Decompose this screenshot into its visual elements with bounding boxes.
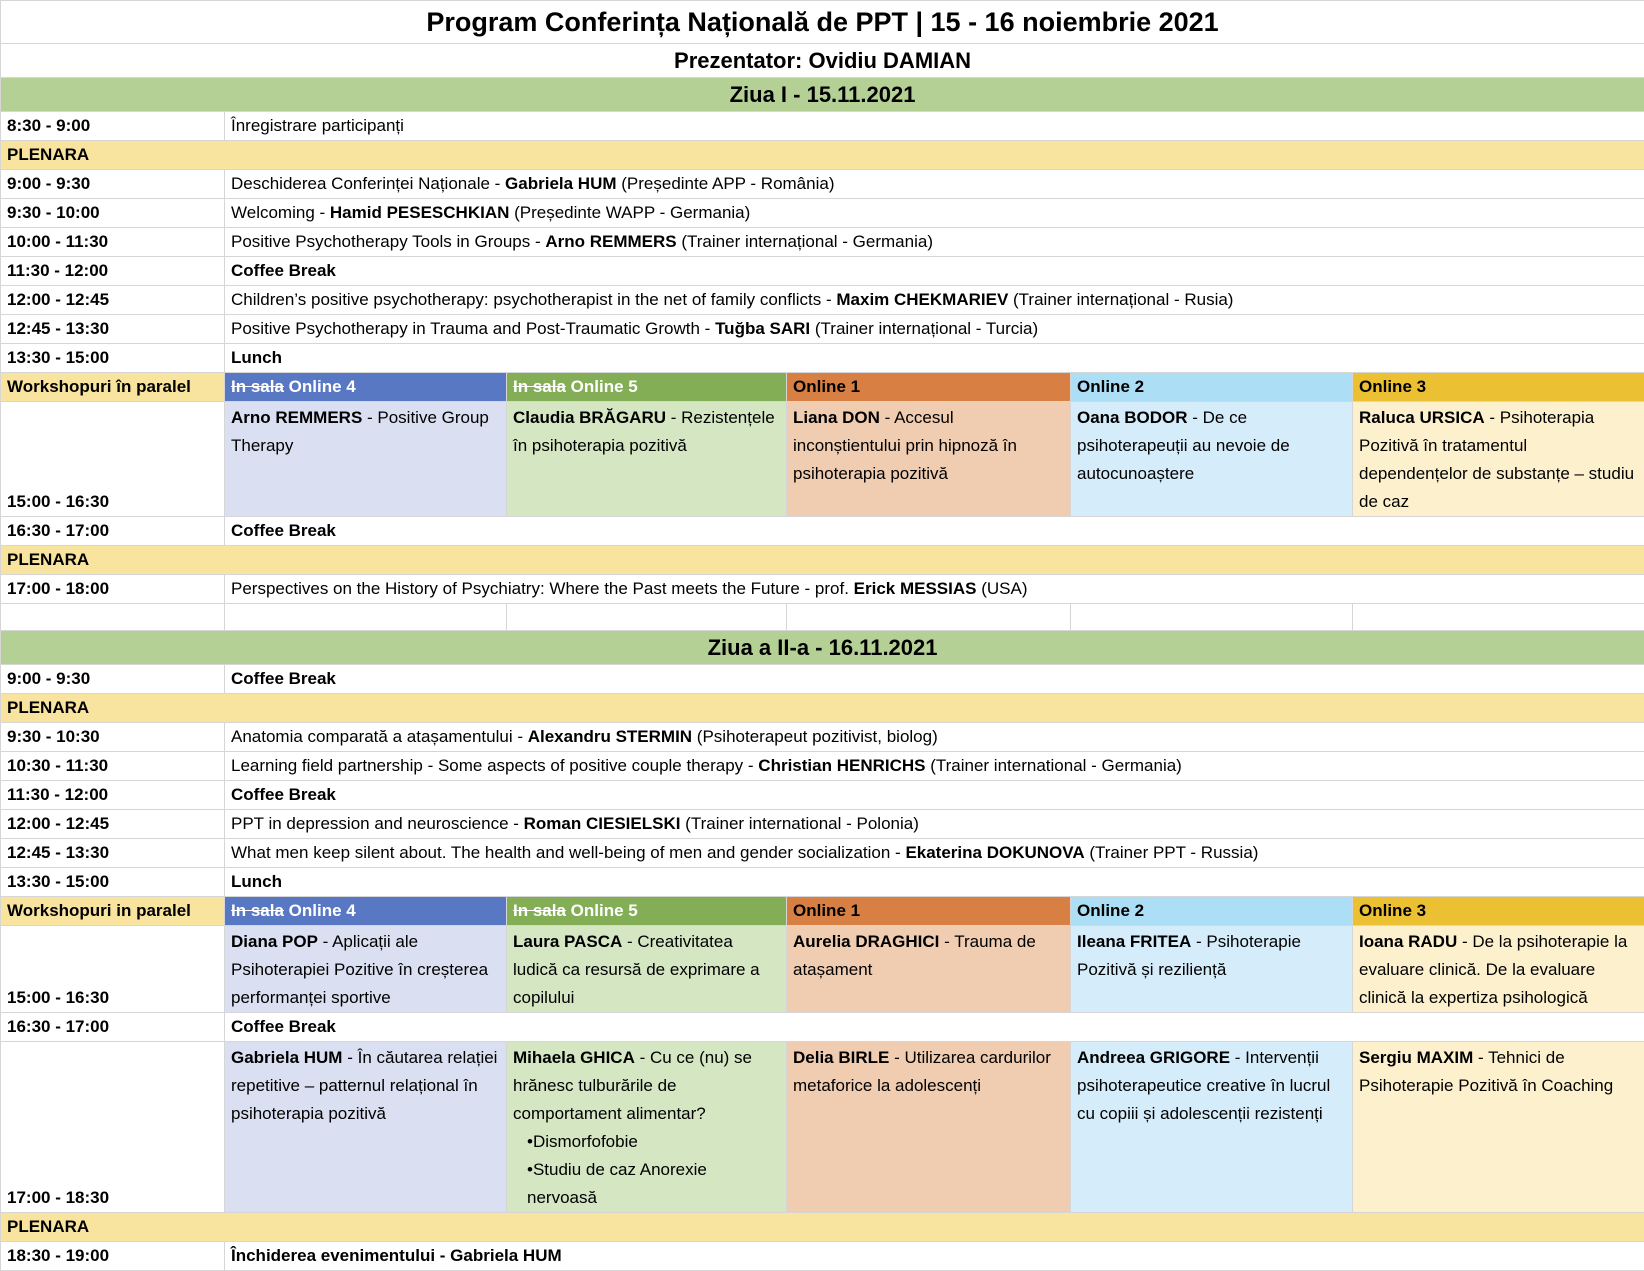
row-time: 18:30 - 19:00 xyxy=(1,1242,225,1271)
schedule-row xyxy=(1,1013,1644,1042)
presenter-line: Prezentator: Ovidiu DAMIAN xyxy=(1,44,1644,78)
room-online-5 xyxy=(507,897,787,926)
speaker-name: Arno REMMERS xyxy=(545,232,676,251)
room-old-label: In sala xyxy=(513,377,566,396)
workshop-topic: - Aplicații ale Psihoterapiei Pozitive în creșterea performanței sportive xyxy=(231,932,488,1007)
row-title: Anatomia comparată a atașamentului - xyxy=(231,727,528,746)
workshop-speaker: Oana BODOR xyxy=(1077,408,1188,427)
row-activity: Înregistrare participanți xyxy=(225,112,1644,141)
row-time: 12:00 - 12:45 xyxy=(1,286,225,315)
schedule-row xyxy=(1,257,1644,286)
row-activity xyxy=(225,723,1644,752)
workshop-speaker: Raluca URSICA xyxy=(1359,408,1485,427)
row-activity: Coffee Break xyxy=(225,257,1644,286)
plenara-label: PLENARA xyxy=(1,694,1644,723)
workshop-topic: - Tehnici de Psihoterapie Pozitivă în Coaching xyxy=(1359,1048,1613,1095)
workshop-cell xyxy=(225,926,507,1013)
row-time: 15:00 - 16:30 xyxy=(1,402,225,517)
workshop-topic: - Accesul inconștientului prin hipnoză în psihoterapia pozitivă xyxy=(793,408,1017,483)
schedule-row xyxy=(1,286,1644,315)
row-time: 13:30 - 15:00 xyxy=(1,344,225,373)
room-online-2: Online 2 xyxy=(1071,897,1353,926)
row-time: 11:30 - 12:00 xyxy=(1,781,225,810)
row-time: 17:00 - 18:30 xyxy=(1,1042,225,1213)
workshop-cell xyxy=(1353,1042,1644,1213)
workshop-bullets xyxy=(513,1128,780,1212)
row-activity: Lunch xyxy=(225,868,1644,897)
row-activity xyxy=(225,170,1644,199)
workshop-cell xyxy=(787,402,1071,517)
workshop-row xyxy=(1,402,1644,517)
workshop-cell xyxy=(225,402,507,517)
row-activity xyxy=(225,810,1644,839)
workshop-speaker: Delia BIRLE xyxy=(793,1048,889,1067)
workshop-topic: - În căutarea relației repetitive – patternul relațional în psihoterapia pozitivă xyxy=(231,1048,497,1123)
row-time: 12:45 - 13:30 xyxy=(1,315,225,344)
row-activity xyxy=(225,839,1644,868)
speaker-name: Tuğba SARI xyxy=(715,319,810,338)
speaker-name: Christian HENRICHS xyxy=(758,756,925,775)
workshop-topic: - De la psihoterapie la evaluare clinică. De la evaluare clinică la expertiza psihologică xyxy=(1359,932,1627,1007)
row-time: 9:00 - 9:30 xyxy=(1,170,225,199)
speaker-role: (Trainer internațional - Rusia) xyxy=(1008,290,1233,309)
blank-cell xyxy=(1071,604,1353,631)
row-activity: Lunch xyxy=(225,344,1644,373)
schedule-row xyxy=(1,575,1644,604)
schedule-row xyxy=(1,723,1644,752)
workshop-cell xyxy=(1071,402,1353,517)
workshop-speaker: Gabriela HUM xyxy=(231,1048,342,1067)
room-label: Online 4 xyxy=(284,901,356,920)
blank-cell xyxy=(1,604,225,631)
workshop-speaker: Liana DON xyxy=(793,408,880,427)
page-title: Program Conferința Națională de PPT | 15 - 16 noiembrie 2021 xyxy=(1,1,1644,44)
row-activity: Coffee Break xyxy=(225,665,1644,694)
speaker-role: (Președinte APP - România) xyxy=(617,174,835,193)
workshop-cell xyxy=(507,402,787,517)
speaker-role: (USA) xyxy=(976,579,1027,598)
row-time: 10:00 - 11:30 xyxy=(1,228,225,257)
room-label: Online 5 xyxy=(566,377,638,396)
day1-header: Ziua I - 15.11.2021 xyxy=(1,78,1644,112)
workshop-cell xyxy=(1071,1042,1353,1213)
row-time: 12:00 - 12:45 xyxy=(1,810,225,839)
row-activity xyxy=(225,286,1644,315)
schedule-row xyxy=(1,517,1644,546)
row-activity: Coffee Break xyxy=(225,781,1644,810)
blank-cell xyxy=(225,604,507,631)
room-label: Online 4 xyxy=(284,377,356,396)
row-time: 9:00 - 9:30 xyxy=(1,665,225,694)
workshop-cell xyxy=(225,1042,507,1213)
row-time: 15:00 - 16:30 xyxy=(1,926,225,1013)
plenara-label: PLENARA xyxy=(1,141,1644,170)
row-time: 17:00 - 18:00 xyxy=(1,575,225,604)
plenara-label: PLENARA xyxy=(1,546,1644,575)
row-title: Deschiderea Conferinței Naționale - xyxy=(231,174,505,193)
workshop-speaker: Ileana FRITEA xyxy=(1077,932,1191,951)
workshop-speaker: Aurelia DRAGHICI xyxy=(793,932,939,951)
schedule-row xyxy=(1,752,1644,781)
speaker-name: Hamid PESESCHKIAN xyxy=(330,203,509,222)
room-online-1: Online 1 xyxy=(787,373,1071,402)
schedule-row xyxy=(1,810,1644,839)
row-activity xyxy=(225,315,1644,344)
row-time: 9:30 - 10:00 xyxy=(1,199,225,228)
day2-header: Ziua a II-a - 16.11.2021 xyxy=(1,631,1644,665)
workshop-topic: - Positive Group Therapy xyxy=(231,408,489,455)
blank-cell xyxy=(1353,604,1644,631)
workshop-topic: - Psihoterapie Pozitivă și reziliență xyxy=(1077,932,1301,979)
row-time: 11:30 - 12:00 xyxy=(1,257,225,286)
blank-row xyxy=(1,604,1644,631)
workshop-speaker: Ioana RADU xyxy=(1359,932,1457,951)
speaker-name: Erick MESSIAS xyxy=(854,579,977,598)
speaker-role: (Psihoterapeut pozitivist, biolog) xyxy=(692,727,938,746)
blank-cell xyxy=(787,604,1071,631)
room-online-3: Online 3 xyxy=(1353,373,1644,402)
room-online-4 xyxy=(225,373,507,402)
workshop-row xyxy=(1,1042,1644,1213)
row-title: Perspectives on the History of Psychiatry: Where the Past meets the Future - prof. xyxy=(231,579,854,598)
row-time: 8:30 - 9:00 xyxy=(1,112,225,141)
row-time: 16:30 - 17:00 xyxy=(1,517,225,546)
row-activity xyxy=(225,752,1644,781)
workshop-topic: - Creativitatea ludică ca resursă de exprimare a copilului xyxy=(513,932,760,1007)
workshop-topic: - Utilizarea cardurilor metaforice la adolescenți xyxy=(793,1048,1051,1095)
workshop-speaker: Arno REMMERS xyxy=(231,408,362,427)
row-activity: Coffee Break xyxy=(225,517,1644,546)
workshop-header-row xyxy=(1,373,1644,402)
row-time: 13:30 - 15:00 xyxy=(1,868,225,897)
speaker-name: Alexandru STERMIN xyxy=(528,727,692,746)
speaker-name: Ekaterina DOKUNOVA xyxy=(905,843,1084,862)
room-online-4 xyxy=(225,897,507,926)
plenara-label: PLENARA xyxy=(1,1213,1644,1242)
schedule-row xyxy=(1,170,1644,199)
room-label: Online 5 xyxy=(566,901,638,920)
row-title: What men keep silent about. The health and well-being of men and gender socialization - xyxy=(231,843,905,862)
workshop-cell xyxy=(507,1042,787,1213)
row-title: Positive Psychotherapy Tools in Groups - xyxy=(231,232,545,251)
room-online-1: Online 1 xyxy=(787,897,1071,926)
row-title: PPT in depression and neuroscience - xyxy=(231,814,524,833)
row-time: 12:45 - 13:30 xyxy=(1,839,225,868)
speaker-name: Roman CIESIELSKI xyxy=(524,814,681,833)
workshop-topic: - De ce psihoterapeuții au nevoie de autocunoaștere xyxy=(1077,408,1290,483)
row-time: 9:30 - 10:30 xyxy=(1,723,225,752)
row-title: Learning field partnership - Some aspects of positive couple therapy - xyxy=(231,756,758,775)
room-old-label: In sala xyxy=(231,377,284,396)
schedule-row xyxy=(1,344,1644,373)
workshop-speaker: Andreea GRIGORE xyxy=(1077,1048,1230,1067)
row-activity xyxy=(225,199,1644,228)
bullet-item: • Dismorfofobie xyxy=(527,1128,780,1156)
speaker-name: Maxim CHEKMARIEV xyxy=(836,290,1008,309)
schedule-row xyxy=(1,868,1644,897)
workshop-label: Workshopuri in paralel xyxy=(1,897,225,926)
workshop-topic: - Intervenții psihoterapeutice creative în lucrul cu copiii și adolescenții rezistenți xyxy=(1077,1048,1330,1123)
workshop-topic: - Trauma de atașament xyxy=(793,932,1036,979)
speaker-role: (Trainer internațional - Germania) xyxy=(677,232,933,251)
row-time: 10:30 - 11:30 xyxy=(1,752,225,781)
workshop-cell xyxy=(507,926,787,1013)
workshop-label: Workshopuri în paralel xyxy=(1,373,225,402)
room-old-label: In sala xyxy=(513,901,566,920)
row-title: Positive Psychotherapy in Trauma and Post-Traumatic Growth - xyxy=(231,319,715,338)
workshop-cell xyxy=(1353,402,1644,517)
workshop-topic: - Cu ce (nu) se hrănesc tulburările de comportament alimentar? xyxy=(513,1048,752,1123)
schedule-row xyxy=(1,665,1644,694)
room-online-5 xyxy=(507,373,787,402)
schedule-row xyxy=(1,199,1644,228)
speaker-role: (Președinte WAPP - Germania) xyxy=(509,203,750,222)
workshop-speaker: Sergiu MAXIM xyxy=(1359,1048,1473,1067)
workshop-topic: - Rezistențele în psihoterapia pozitivă xyxy=(513,408,775,455)
speaker-role: (Trainer international - Germania) xyxy=(925,756,1181,775)
blank-cell xyxy=(507,604,787,631)
speaker-name: Gabriela HUM xyxy=(505,174,616,193)
room-online-3: Online 3 xyxy=(1353,897,1644,926)
speaker-role: (Trainer international - Polonia) xyxy=(680,814,918,833)
row-title: Welcoming - xyxy=(231,203,330,222)
workshop-speaker: Laura PASCA xyxy=(513,932,622,951)
speaker-role: (Trainer PPT - Russia) xyxy=(1085,843,1259,862)
workshop-header-row xyxy=(1,897,1644,926)
schedule-row xyxy=(1,228,1644,257)
schedule-row xyxy=(1,112,1644,141)
row-activity: Închiderea evenimentului - Gabriela HUM xyxy=(225,1242,1644,1271)
room-old-label: In sala xyxy=(231,901,284,920)
workshop-topic: - Psihoterapia Pozitivă în tratamentul dependențelor de substanțe – studiu de caz xyxy=(1359,408,1634,511)
workshop-cell xyxy=(1353,926,1644,1013)
bullet-item: • Studiu de caz Anorexie nervoasă xyxy=(527,1156,780,1212)
schedule-row xyxy=(1,781,1644,810)
schedule-row xyxy=(1,839,1644,868)
workshop-cell xyxy=(787,1042,1071,1213)
workshop-speaker: Diana POP xyxy=(231,932,318,951)
room-online-2: Online 2 xyxy=(1071,373,1353,402)
speaker-role: (Trainer internațional - Turcia) xyxy=(810,319,1038,338)
row-activity: Coffee Break xyxy=(225,1013,1644,1042)
row-title: Children’s positive psychotherapy: psychotherapist in the net of family conflicts - xyxy=(231,290,836,309)
workshop-speaker: Mihaela GHICA xyxy=(513,1048,635,1067)
row-time: 16:30 - 17:00 xyxy=(1,1013,225,1042)
workshop-speaker: Claudia BRĂGARU xyxy=(513,408,666,427)
workshop-cell xyxy=(787,926,1071,1013)
schedule-row xyxy=(1,315,1644,344)
row-activity xyxy=(225,575,1644,604)
workshop-cell xyxy=(1071,926,1353,1013)
workshop-row xyxy=(1,926,1644,1013)
row-activity xyxy=(225,228,1644,257)
